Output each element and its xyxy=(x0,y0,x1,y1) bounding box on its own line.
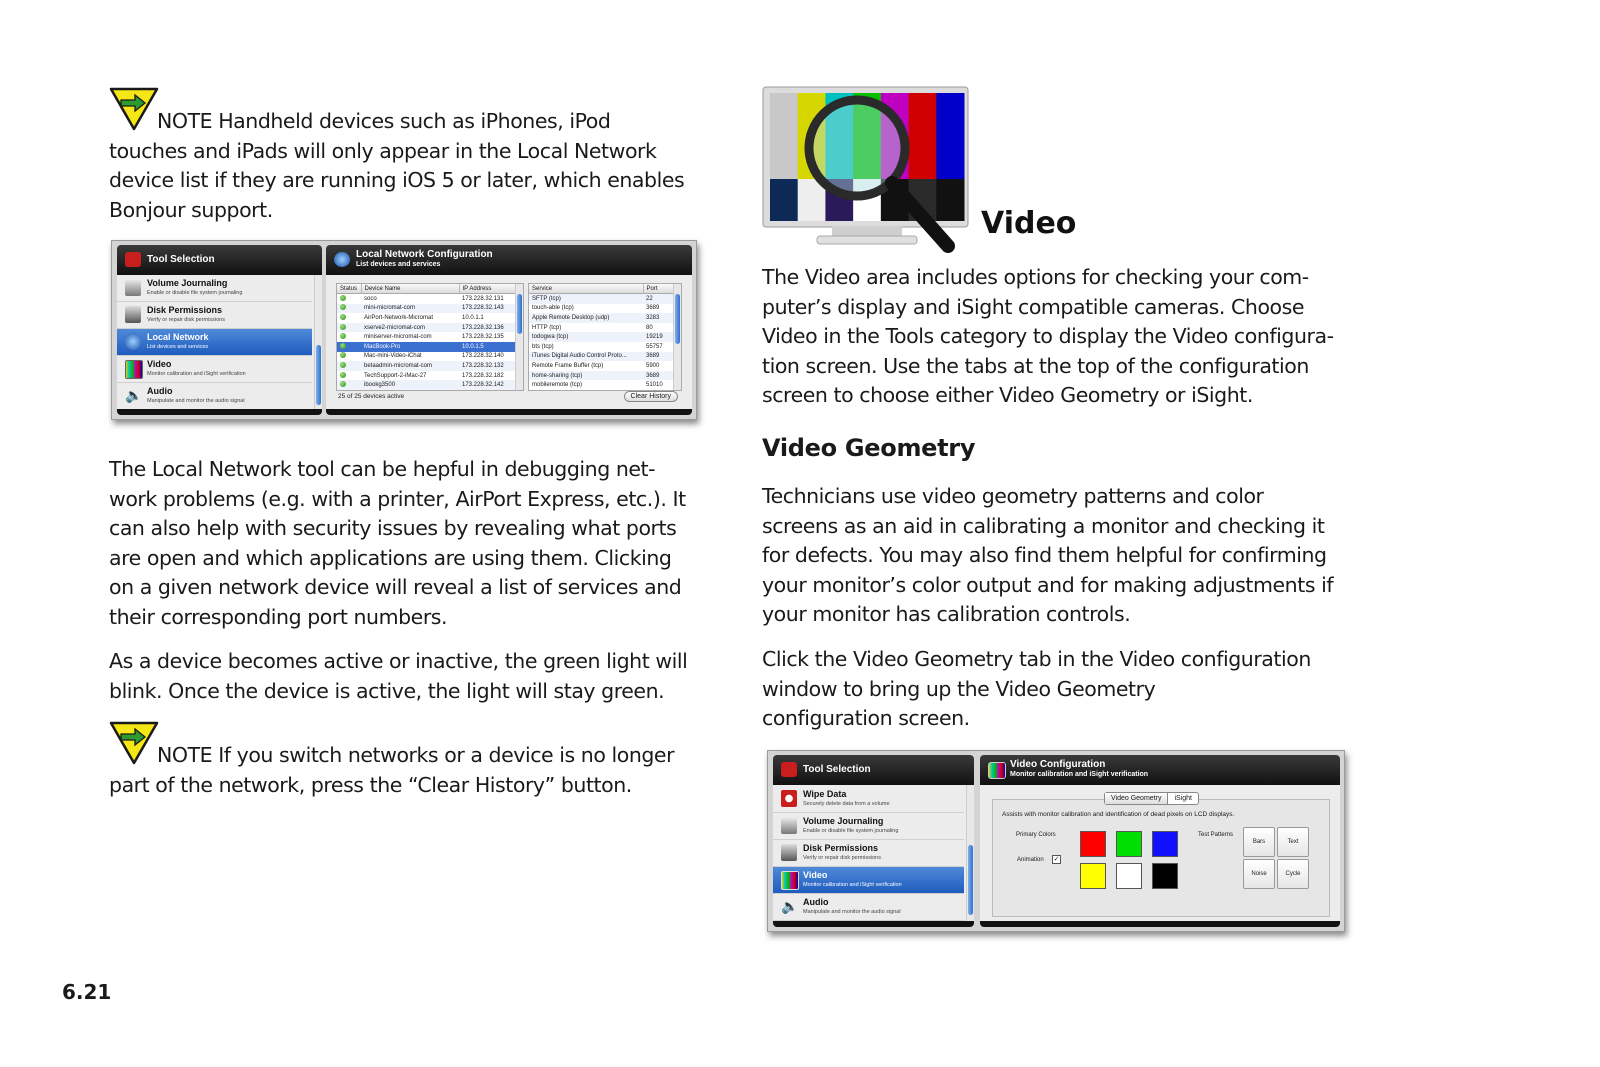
tool-item-wipe-data[interactable] xyxy=(773,786,964,813)
table-row[interactable] xyxy=(529,294,673,304)
volume-journaling-icon xyxy=(781,817,797,834)
tool-item-desc: Enable or disable file system journaling xyxy=(803,828,899,834)
device-name-column-header[interactable]: Device Name xyxy=(361,284,459,294)
device-name-cell: miniserver-micromat-com xyxy=(364,334,432,341)
video-geometry-click-paragraph xyxy=(762,645,1382,734)
local-network-screenshot xyxy=(111,240,697,420)
device-name-cell: MacBook-Pro xyxy=(361,342,459,352)
table-row[interactable] xyxy=(529,342,673,352)
disk-permissions-icon xyxy=(781,844,797,861)
color-swatch[interactable] xyxy=(1152,831,1178,857)
table-row[interactable] xyxy=(337,294,515,304)
service-table-scrollbar[interactable] xyxy=(673,284,681,390)
text-button[interactable]: Text xyxy=(1277,827,1309,857)
config-title: Video Configuration xyxy=(1010,759,1106,770)
device-count-status: 25 of 25 devices active xyxy=(338,393,405,400)
status-light-icon xyxy=(340,304,346,310)
noise-button[interactable]: Noise xyxy=(1243,859,1275,889)
primary-colors-label: Primary Colors xyxy=(1016,832,1056,838)
config-subtitle: Monitor calibration and iSight verification xyxy=(1010,771,1149,778)
test-patterns-label: Test Patterns xyxy=(1198,832,1234,838)
table-row[interactable] xyxy=(529,313,673,323)
tool-item-local-network[interactable] xyxy=(117,329,312,356)
table-row[interactable] xyxy=(529,352,673,362)
tool-item-name: Audio xyxy=(803,897,829,907)
animation-label: Animation xyxy=(1017,857,1044,863)
clear-history-button[interactable]: Clear History xyxy=(624,391,678,402)
table-row[interactable] xyxy=(529,380,673,390)
color-swatch[interactable] xyxy=(1152,863,1178,889)
port-cell: 80 xyxy=(646,324,653,331)
table-row-selected[interactable] xyxy=(337,342,515,352)
device-name-cell: betaadmin-micromat-com xyxy=(361,361,459,371)
paragraph-line: Click the Video Geometry tab in the Video configuration xyxy=(762,647,1311,671)
tool-selection-header xyxy=(773,755,974,785)
port-cell: 5900 xyxy=(646,362,660,369)
port-cell: 55757 xyxy=(646,343,663,350)
config-subtitle: List devices and services xyxy=(356,261,441,268)
note-2-line: part of the network, press the “Clear History” button. xyxy=(109,772,632,797)
scrollbar-thumb[interactable] xyxy=(316,345,321,405)
table-row[interactable] xyxy=(337,352,515,362)
port-cell: 3689 xyxy=(646,305,660,312)
status-light-icon xyxy=(340,372,346,378)
tool-selection-pane xyxy=(117,245,322,415)
tab-isight[interactable]: iSight xyxy=(1174,795,1192,802)
table-row[interactable] xyxy=(337,304,515,314)
paragraph-line: screens as an aid in calibrating a monitor and checking it xyxy=(762,513,1325,538)
paragraph-line: Video in the Tools category to display the Video configura- xyxy=(762,324,1334,348)
globe-icon xyxy=(334,252,350,267)
table-row[interactable] xyxy=(337,361,515,371)
tool-item-desc: List devices and services xyxy=(147,344,209,350)
status-light-icon xyxy=(340,295,346,301)
scrollbar-thumb[interactable] xyxy=(968,845,973,915)
ip-cell: 173.228.32.143 xyxy=(459,304,515,314)
speaker-icon: 🔈 xyxy=(125,387,143,403)
paragraph-line: tion screen. Use the tabs at the top of the configuration xyxy=(762,353,1309,378)
video-heading: Video xyxy=(981,206,1077,241)
tool-item-name: Local Network xyxy=(147,332,209,342)
service-cell: Apple Remote Desktop (udp) xyxy=(529,313,643,323)
table-row[interactable] xyxy=(337,371,515,381)
config-header xyxy=(980,755,1340,785)
paragraph-line: configuration screen. xyxy=(762,706,970,730)
toolbox-icon xyxy=(781,762,797,777)
pane-footer xyxy=(326,409,692,415)
animation-checkbox[interactable]: ✓ xyxy=(1053,856,1060,863)
tool-selection-title: Tool Selection xyxy=(803,764,871,775)
ip-cell: 10.0.1.1 xyxy=(462,314,484,321)
status-light-icon xyxy=(340,352,346,358)
paragraph-line: their corresponding port numbers. xyxy=(109,604,448,629)
status-column-header[interactable]: Status xyxy=(337,284,361,294)
ip-cell: 173.228.32.142 xyxy=(459,380,515,390)
color-swatch[interactable] xyxy=(1116,863,1142,889)
video-monitor-magnifier-icon xyxy=(762,86,972,256)
ip-cell: 10.0.1.5 xyxy=(459,342,515,352)
device-table-scrollbar[interactable] xyxy=(515,284,523,390)
video-config-pane xyxy=(980,755,1340,927)
color-bar xyxy=(770,179,798,221)
port-cell: 3689 xyxy=(643,371,673,381)
toolbox-icon xyxy=(125,252,141,267)
local-network-paragraph xyxy=(109,455,729,632)
tool-selection-header xyxy=(117,245,322,275)
service-rows xyxy=(529,294,673,390)
config-title: Local Network Configuration xyxy=(356,249,493,260)
ip-cell: 173.228.32.135 xyxy=(462,334,504,341)
color-bar xyxy=(936,93,964,179)
port-cell: 3283 xyxy=(643,313,673,323)
ip-cell: 173.228.32.131 xyxy=(462,295,504,302)
device-name-cell: mini-micromat-com xyxy=(361,304,459,314)
tool-item-audio[interactable] xyxy=(117,383,312,410)
volume-journaling-icon xyxy=(125,279,141,296)
paragraph-line: The Local Network tool can be hepful in debugging net- xyxy=(109,457,656,481)
color-swatch[interactable] xyxy=(1080,863,1106,889)
tool-item-volume-journaling[interactable] xyxy=(117,275,312,302)
paragraph-line: your monitor’s color output and for making adjustments if xyxy=(762,572,1334,597)
table-row[interactable] xyxy=(337,380,515,390)
ip-cell: 173.228.32.132 xyxy=(459,361,515,371)
ip-cell: 173.228.32.140 xyxy=(462,353,504,360)
device-name-cell: TechSupport-2-iMac-27 xyxy=(364,372,427,379)
port-cell: 51010 xyxy=(646,382,663,389)
tool-item-desc: Verify or repair disk permissions xyxy=(147,317,225,323)
tool-selection-pane xyxy=(773,755,974,927)
tool-list-scrollbar[interactable] xyxy=(314,275,322,409)
video-geometry-description: Assists with monitor calibration and identification of dead pixels on LCD displays. xyxy=(1002,811,1235,818)
device-name-cell: xserve2-micromat-com xyxy=(361,323,459,333)
service-cell: SFTP (tcp) xyxy=(529,294,643,304)
tool-item-name: Video xyxy=(147,359,172,369)
service-cell: bts (tcp) xyxy=(532,343,554,350)
status-light-icon xyxy=(340,324,346,330)
color-swatch[interactable] xyxy=(1080,831,1106,857)
note-1-line: device list if they are running iOS 5 or later, which enables xyxy=(109,168,685,192)
tool-item-audio[interactable] xyxy=(773,894,964,921)
ip-cell: 173.228.32.182 xyxy=(462,372,504,379)
paragraph-line: The Video area includes options for checking your com- xyxy=(762,265,1309,289)
status-light-icon xyxy=(340,362,346,368)
service-table xyxy=(528,283,682,391)
green-light-paragraph xyxy=(109,647,729,706)
color-bar xyxy=(770,93,798,179)
tab-video-geometry[interactable]: Video Geometry xyxy=(1105,793,1168,804)
tool-item-desc: Monitor calibration and iSight verification xyxy=(803,882,902,888)
speaker-icon: 🔈 xyxy=(781,898,799,914)
status-light-icon xyxy=(340,333,346,339)
tool-list-scrollbar[interactable] xyxy=(966,785,974,921)
table-row[interactable] xyxy=(529,332,673,342)
pane-footer xyxy=(773,921,974,927)
paragraph-line: on a given network device will reveal a list of services and xyxy=(109,575,682,599)
tool-item-desc: Manipulate and monitor the audio signal xyxy=(803,909,901,915)
tool-item-name: Video xyxy=(803,870,828,880)
tool-item-desc: Monitor calibration and iSight verification xyxy=(147,371,246,377)
port-cell: 19219 xyxy=(643,332,673,342)
ip-column-header[interactable]: IP Address xyxy=(459,284,515,294)
paragraph-line: your monitor has calibration controls. xyxy=(762,602,1131,626)
tool-item-name: Wipe Data xyxy=(803,789,847,799)
device-name-cell: soco xyxy=(364,295,377,302)
monitor-icon xyxy=(988,762,1006,779)
port-cell: 3689 xyxy=(643,352,673,362)
note-1-line: Bonjour support. xyxy=(109,197,273,222)
tool-item-video[interactable] xyxy=(773,867,964,894)
tool-item-name: Disk Permissions xyxy=(803,843,879,853)
tool-item-disk-permissions[interactable] xyxy=(117,302,312,329)
service-cell: Remote Frame Buffer (tcp) xyxy=(532,362,604,369)
service-column-header[interactable]: Service xyxy=(529,284,643,294)
service-cell: mobileremote (tcp) xyxy=(532,382,583,389)
paragraph-line: for defects. You may also find them helpful for confirming xyxy=(762,543,1327,567)
device-name-cell: ibookg3500 xyxy=(361,380,459,390)
cycle-button[interactable]: Cycle xyxy=(1277,859,1309,889)
service-cell: touch-able (tcp) xyxy=(532,305,574,312)
tool-item-volume-journaling[interactable] xyxy=(773,813,964,840)
service-cell: HTTP (tcp) xyxy=(532,324,562,331)
note-2-line: NOTE If you switch networks or a device is no longer xyxy=(157,743,675,767)
page-number: 6.21 xyxy=(62,980,112,1004)
wipe-data-icon xyxy=(781,790,797,807)
video-config-screenshot xyxy=(767,750,1345,932)
tool-item-desc: Verify or repair disk permissions xyxy=(803,855,881,861)
tool-item-desc: Securely delete data from a volume xyxy=(803,801,890,807)
device-rows xyxy=(337,294,515,390)
tool-item-name: Volume Journaling xyxy=(147,278,228,288)
table-row[interactable] xyxy=(529,323,673,333)
paragraph-line: puter’s display and iSight compatible cameras. Choose xyxy=(762,294,1305,319)
port-cell: 22 xyxy=(643,294,673,304)
status-light-icon xyxy=(340,314,346,320)
tool-item-video[interactable] xyxy=(117,356,312,383)
tool-item-desc: Enable or disable file system journaling xyxy=(147,290,243,296)
device-name-cell: Mac-mini-Video-iChat xyxy=(364,353,422,360)
paragraph-line: As a device becomes active or inactive, the green light will xyxy=(109,649,688,673)
monitor-icon xyxy=(125,360,143,379)
scrollbar-thumb[interactable] xyxy=(675,294,680,344)
paragraph-line: window to bring up the Video Geometry xyxy=(762,676,1156,701)
table-row[interactable] xyxy=(337,332,515,342)
table-row[interactable] xyxy=(529,304,673,314)
color-bar xyxy=(936,179,964,221)
video-geometry-heading: Video Geometry xyxy=(762,434,976,462)
color-swatch[interactable] xyxy=(1116,831,1142,857)
pane-footer xyxy=(117,409,322,415)
disk-permissions-icon xyxy=(125,306,141,323)
paragraph-line: blink. Once the device is active, the light will stay green. xyxy=(109,678,665,703)
video-geometry-paragraph xyxy=(762,482,1382,630)
monitor-icon xyxy=(781,871,799,890)
paragraph-line: work problems (e.g. with a printer, AirPort Express, etc.). It xyxy=(109,486,686,511)
service-cell: home-sharing (tcp) xyxy=(529,371,643,381)
paragraph-line: are open and which applications are using them. Clicking xyxy=(109,545,672,570)
paragraph-line: screen to choose either Video Geometry or iSight. xyxy=(762,383,1253,407)
paragraph-line: Technicians use video geometry patterns and color xyxy=(762,484,1264,508)
service-cell: iTunes Digital Audio Control Proto... xyxy=(529,352,643,362)
device-name-cell: AirPort-Network-Micromat xyxy=(364,314,434,321)
video-intro-paragraph xyxy=(762,263,1382,411)
tool-item-name: Audio xyxy=(147,386,173,396)
port-column-header[interactable]: Port xyxy=(643,284,673,294)
status-light-icon xyxy=(340,343,346,349)
tool-item-name: Volume Journaling xyxy=(803,816,884,826)
table-row[interactable] xyxy=(337,313,515,323)
config-header xyxy=(326,245,692,275)
tab-bar xyxy=(1104,792,1199,805)
table-row[interactable] xyxy=(337,323,515,333)
table-row[interactable] xyxy=(529,371,673,381)
table-row[interactable] xyxy=(529,361,673,371)
local-network-config-pane xyxy=(326,245,692,415)
pane-footer xyxy=(980,921,1340,927)
paragraph-line: can also help with security issues by revealing what ports xyxy=(109,516,677,540)
status-light-icon xyxy=(340,381,346,387)
note-1-line: touches and iPads will only appear in the Local Network xyxy=(109,138,657,163)
service-cell: todogwa (tcp) xyxy=(529,332,643,342)
tool-selection-title: Tool Selection xyxy=(147,254,215,265)
scrollbar-thumb[interactable] xyxy=(517,294,522,334)
tool-item-name: Disk Permissions xyxy=(147,305,223,315)
globe-icon xyxy=(125,333,141,350)
tool-item-disk-permissions[interactable] xyxy=(773,840,964,867)
bars-button[interactable]: Bars xyxy=(1243,827,1275,857)
tool-item-desc: Manipulate and monitor the audio signal xyxy=(147,398,245,404)
device-table xyxy=(336,283,524,391)
note-1-line: NOTE Handheld devices such as iPhones, iPod xyxy=(157,109,611,133)
ip-cell: 173.228.32.136 xyxy=(459,323,515,333)
color-bar xyxy=(909,93,937,179)
